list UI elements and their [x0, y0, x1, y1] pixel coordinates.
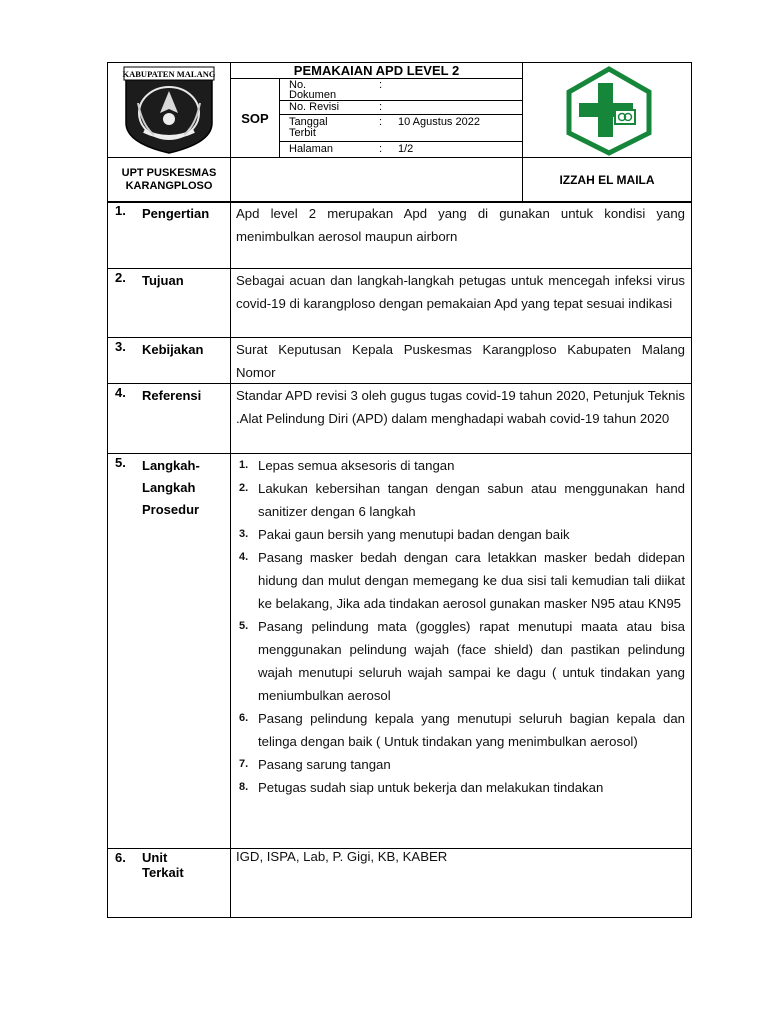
- step-text: Pakai gaun bersih yang menutupi badan dengan baik: [258, 527, 570, 542]
- section-number: 6.: [115, 850, 126, 865]
- step-number: 6.: [239, 712, 249, 724]
- label-line3: Prosedur: [142, 502, 200, 517]
- section-label: Pengertian: [142, 206, 210, 221]
- label-line2: Terkait: [142, 865, 184, 880]
- meta-key: Tanggal: [289, 116, 328, 128]
- step-item: [234, 707, 685, 753]
- meta-key: No.: [289, 79, 307, 91]
- section-text: Surat Keputusan Kepala Puskesmas Karangploso Kabupaten Malang Nomor: [236, 342, 685, 380]
- logo-cell: [107, 62, 231, 158]
- section-number: 1.: [115, 203, 126, 218]
- step-number: 7.: [239, 758, 249, 770]
- step-item: [234, 615, 685, 707]
- step-item: [234, 477, 685, 523]
- section-label: [142, 455, 200, 521]
- step-number: 2.: [239, 482, 249, 494]
- section-text: IGD, ISPA, Lab, P. Gigi, KB, KABER: [236, 849, 448, 864]
- meta-sep: :: [379, 101, 383, 113]
- meta-sep: :: [379, 116, 383, 128]
- step-item: [234, 546, 685, 615]
- step-number: 1.: [239, 459, 249, 471]
- step-number: 8.: [239, 781, 249, 793]
- meta-row-tanggal: [279, 114, 523, 142]
- steps-container: [234, 454, 685, 799]
- meta-value: 10 Agustus 2022: [398, 116, 480, 128]
- step-text: Pasang masker bedah dengan cara letakkan masker bedah didepan hidung dan mulut dengan memegang ke dua sisi tali kemudian tali diikat ke belakang, Jika ada tindakan aerosol gunakan masker N95 atau KN95: [258, 550, 685, 611]
- meta-sep: :: [379, 79, 383, 91]
- sop-title: PEMAKAIAN APD LEVEL 2: [230, 62, 523, 79]
- step-text: Lepas semua aksesoris di tangan: [258, 458, 455, 473]
- blank-cell: [230, 157, 523, 203]
- section-kebijakan: [107, 337, 692, 384]
- meta-row-halaman: [279, 141, 523, 158]
- emblem-banner-text: KABUPATEN MALANG: [122, 69, 216, 79]
- step-text: Lakukan kebersihan tangan dengan sabun atau menggunakan hand sanitizer dengan 6 langkah: [258, 481, 685, 519]
- section-label: [142, 850, 184, 880]
- section-label: Tujuan: [142, 273, 184, 288]
- meta-key: Halaman: [289, 143, 334, 155]
- label-line2: Langkah: [142, 480, 196, 495]
- section-number: 2.: [115, 270, 126, 285]
- meta-value: 1/2: [398, 143, 414, 155]
- step-item: [234, 776, 685, 799]
- label-line1: Unit: [142, 850, 168, 865]
- signatory-name: IZZAH EL MAILA: [522, 157, 692, 203]
- section-text: Apd level 2 merupakan Apd yang di gunakan untuk kondisi yang menimbulkan aerosol maupun airborn: [236, 206, 685, 244]
- malang-regency-emblem: [108, 63, 230, 157]
- section-number: 5.: [115, 455, 126, 470]
- label-line1: Langkah-: [142, 458, 200, 473]
- meta-key-line2: Terbit: [289, 127, 316, 139]
- section-number: 4.: [115, 385, 126, 400]
- step-list: [234, 454, 685, 799]
- unit-name-line2: KARANGPLOSO: [125, 180, 213, 192]
- section-unit-terkait: [107, 848, 692, 918]
- unit-name-line1: UPT PUSKESMAS: [121, 167, 217, 179]
- section-label: Kebijakan: [142, 342, 204, 357]
- step-text: Pasang sarung tangan: [258, 757, 391, 772]
- section-referensi: [107, 383, 692, 454]
- step-text: Petugas sudah siap untuk bekerja dan melakukan tindakan: [258, 780, 604, 795]
- meta-key-line2: Dokumen: [289, 89, 337, 101]
- meta-sep: :: [379, 143, 383, 155]
- section-number: 3.: [115, 339, 126, 354]
- meta-row-revisi: [279, 100, 523, 115]
- cross-logo-cell: [522, 62, 692, 158]
- step-item: [234, 523, 685, 546]
- step-text: Pasang pelindung mata (goggles) rapat menutupi maata atau bisa menggunakan pelindung wajah (face shield) dan pastikan pelindung wajah menutupi seluruh wajah sampai ke dagu ( untuk tindakan yang meniumbulkan aerosol: [258, 619, 685, 703]
- section-label: Referensi: [142, 388, 202, 403]
- sop-label: SOP: [230, 78, 280, 158]
- unit-name: [107, 157, 231, 203]
- section-tujuan: [107, 268, 692, 338]
- section-pengertian: [107, 201, 692, 269]
- section-prosedur: [107, 453, 692, 849]
- puskesmas-cross-logo: [523, 63, 691, 157]
- section-text: Sebagai acuan dan langkah-langkah petugas untuk mencegah infeksi virus covid-19 di karangploso dengan pemakaian Apd yang tepat sesuai indikasi: [236, 273, 685, 311]
- step-number: 5.: [239, 620, 249, 632]
- step-text: Pasang pelindung kepala yang menutupi seluruh bagian kepala dan telinga dengan baik ( Untuk tindakan yang menimbulkan aerosol): [258, 711, 685, 749]
- sop-header: [107, 62, 692, 202]
- step-item: [234, 753, 685, 776]
- section-text: Standar APD revisi 3 oleh gugus tugas covid-19 tahun 2020, Petunjuk Teknis .Alat Pelindung Diri (APD) dalam menghadapi wabah covid-19 tahun 2020: [236, 388, 685, 426]
- step-number: 4.: [239, 551, 249, 563]
- meta-key: No. Revisi: [289, 101, 340, 113]
- step-item: [234, 454, 685, 477]
- step-number: 3.: [239, 528, 249, 540]
- meta-row-dokumen: [279, 78, 523, 101]
